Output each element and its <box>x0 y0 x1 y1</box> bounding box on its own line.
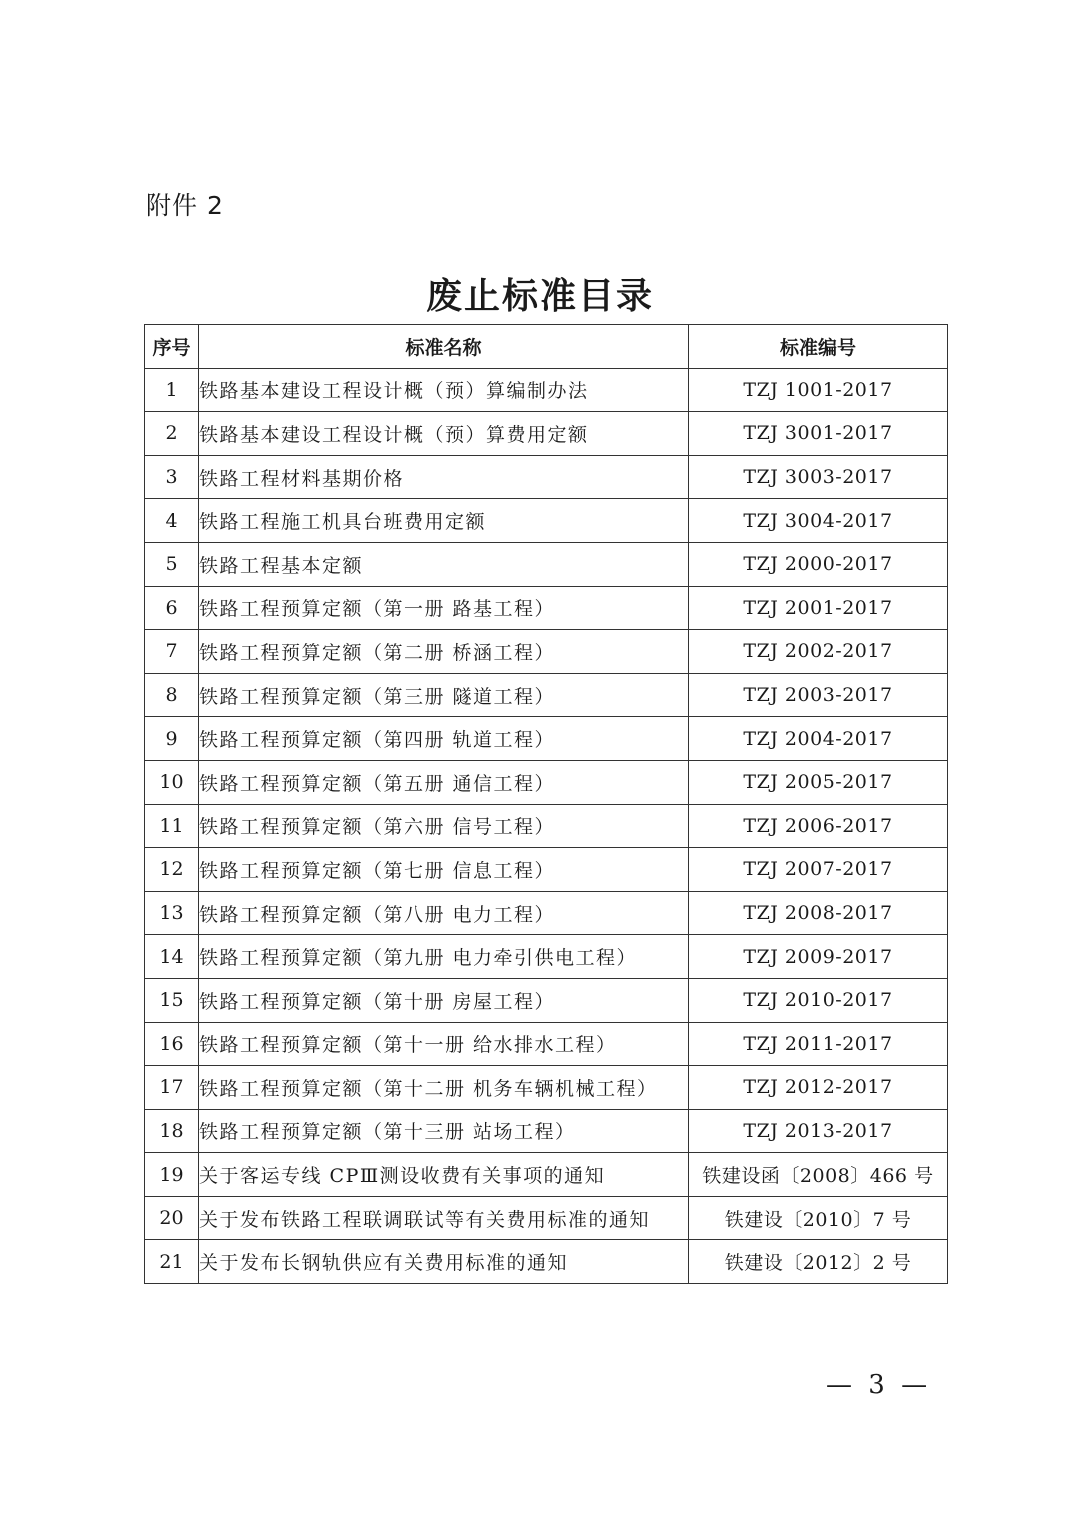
table-row <box>145 630 948 674</box>
standard-name: 关于发布铁路工程联调联试等有关费用标准的通知 <box>199 1196 689 1240</box>
standard-name: 铁路工程基本定额 <box>199 542 689 586</box>
standard-code: TZJ 2005-2017 <box>689 760 948 804</box>
standard-code: 铁建设函〔2008〕466 号 <box>689 1153 948 1197</box>
row-number: 17 <box>145 1066 199 1110</box>
table-row <box>145 804 948 848</box>
table-row <box>145 760 948 804</box>
row-number: 15 <box>145 978 199 1022</box>
standard-code: TZJ 1001-2017 <box>689 368 948 412</box>
row-number: 4 <box>145 499 199 543</box>
standard-code: TZJ 2010-2017 <box>689 978 948 1022</box>
table-row <box>145 1066 948 1110</box>
row-number: 1 <box>145 368 199 412</box>
table-row <box>145 1240 948 1284</box>
standard-name: 铁路工程预算定额（第十一册 给水排水工程） <box>199 1022 689 1066</box>
table-row <box>145 935 948 979</box>
standard-name: 铁路基本建设工程设计概（预）算编制办法 <box>199 368 689 412</box>
standard-code: 铁建设〔2012〕2 号 <box>689 1240 948 1284</box>
row-number: 3 <box>145 455 199 499</box>
table-row <box>145 586 948 630</box>
table-row <box>145 412 948 456</box>
row-number: 14 <box>145 935 199 979</box>
table-row <box>145 891 948 935</box>
standard-code: TZJ 2007-2017 <box>689 848 948 892</box>
table-row <box>145 455 948 499</box>
row-number: 7 <box>145 630 199 674</box>
header-code: 标准编号 <box>689 325 948 369</box>
abolished-standards-table <box>144 324 948 1284</box>
standard-code: TZJ 2009-2017 <box>689 935 948 979</box>
standard-code: TZJ 2000-2017 <box>689 542 948 586</box>
standard-code: TZJ 2008-2017 <box>689 891 948 935</box>
table-row <box>145 673 948 717</box>
row-number: 6 <box>145 586 199 630</box>
standard-name: 铁路工程预算定额（第七册 信息工程） <box>199 848 689 892</box>
standard-name: 铁路工程施工机具台班费用定额 <box>199 499 689 543</box>
standard-name: 铁路工程预算定额（第十二册 机务车辆机械工程） <box>199 1066 689 1110</box>
table-row <box>145 717 948 761</box>
table-row <box>145 1109 948 1153</box>
row-number: 12 <box>145 848 199 892</box>
row-number: 5 <box>145 542 199 586</box>
table-row <box>145 1196 948 1240</box>
row-number: 11 <box>145 804 199 848</box>
table-row <box>145 368 948 412</box>
table-row <box>145 1153 948 1197</box>
row-number: 10 <box>145 760 199 804</box>
standard-name: 铁路工程预算定额（第二册 桥涵工程） <box>199 630 689 674</box>
standard-name: 铁路工程预算定额（第十三册 站场工程） <box>199 1109 689 1153</box>
standard-code: TZJ 2002-2017 <box>689 630 948 674</box>
standard-code: TZJ 2013-2017 <box>689 1109 948 1153</box>
standard-name: 关于发布长钢轨供应有关费用标准的通知 <box>199 1240 689 1284</box>
table-row <box>145 978 948 1022</box>
table-row <box>145 542 948 586</box>
attachment-label: 附件 2 <box>146 191 224 220</box>
row-number: 2 <box>145 412 199 456</box>
table-row <box>145 1022 948 1066</box>
table-row <box>145 499 948 543</box>
standard-name: 铁路工程预算定额（第八册 电力工程） <box>199 891 689 935</box>
header-name: 标准名称 <box>199 325 689 369</box>
standard-name: 铁路工程材料基期价格 <box>199 455 689 499</box>
standard-name: 铁路基本建设工程设计概（预）算费用定额 <box>199 412 689 456</box>
standard-name: 铁路工程预算定额（第六册 信号工程） <box>199 804 689 848</box>
standard-code: TZJ 2006-2017 <box>689 804 948 848</box>
standard-name: 铁路工程预算定额（第五册 通信工程） <box>199 760 689 804</box>
row-number: 19 <box>145 1153 199 1197</box>
standard-code: TZJ 2003-2017 <box>689 673 948 717</box>
table-row <box>145 848 948 892</box>
standard-name: 关于客运专线 CPⅢ测设收费有关事项的通知 <box>199 1153 689 1197</box>
table-body <box>145 368 948 1283</box>
row-number: 8 <box>145 673 199 717</box>
row-number: 9 <box>145 717 199 761</box>
standard-name: 铁路工程预算定额（第十册 房屋工程） <box>199 978 689 1022</box>
standard-name: 铁路工程预算定额（第九册 电力牵引供电工程） <box>199 935 689 979</box>
standard-code: TZJ 3003-2017 <box>689 455 948 499</box>
standard-code: TZJ 3001-2017 <box>689 412 948 456</box>
standard-code: TZJ 2011-2017 <box>689 1022 948 1066</box>
row-number: 20 <box>145 1196 199 1240</box>
standard-code: TZJ 2012-2017 <box>689 1066 948 1110</box>
standard-name: 铁路工程预算定额（第三册 隧道工程） <box>199 673 689 717</box>
standard-name: 铁路工程预算定额（第一册 路基工程） <box>199 586 689 630</box>
standard-code: TZJ 2004-2017 <box>689 717 948 761</box>
table-header-row <box>145 325 948 369</box>
standard-code: TZJ 2001-2017 <box>689 586 948 630</box>
row-number: 18 <box>145 1109 199 1153</box>
page-number: — 3 — <box>826 1370 932 1400</box>
row-number: 13 <box>145 891 199 935</box>
page-title: 废止标准目录 <box>425 276 654 317</box>
standard-code: TZJ 3004-2017 <box>689 499 948 543</box>
row-number: 16 <box>145 1022 199 1066</box>
header-no: 序号 <box>145 325 199 369</box>
standard-code: 铁建设〔2010〕7 号 <box>689 1196 948 1240</box>
standard-name: 铁路工程预算定额（第四册 轨道工程） <box>199 717 689 761</box>
row-number: 21 <box>145 1240 199 1284</box>
